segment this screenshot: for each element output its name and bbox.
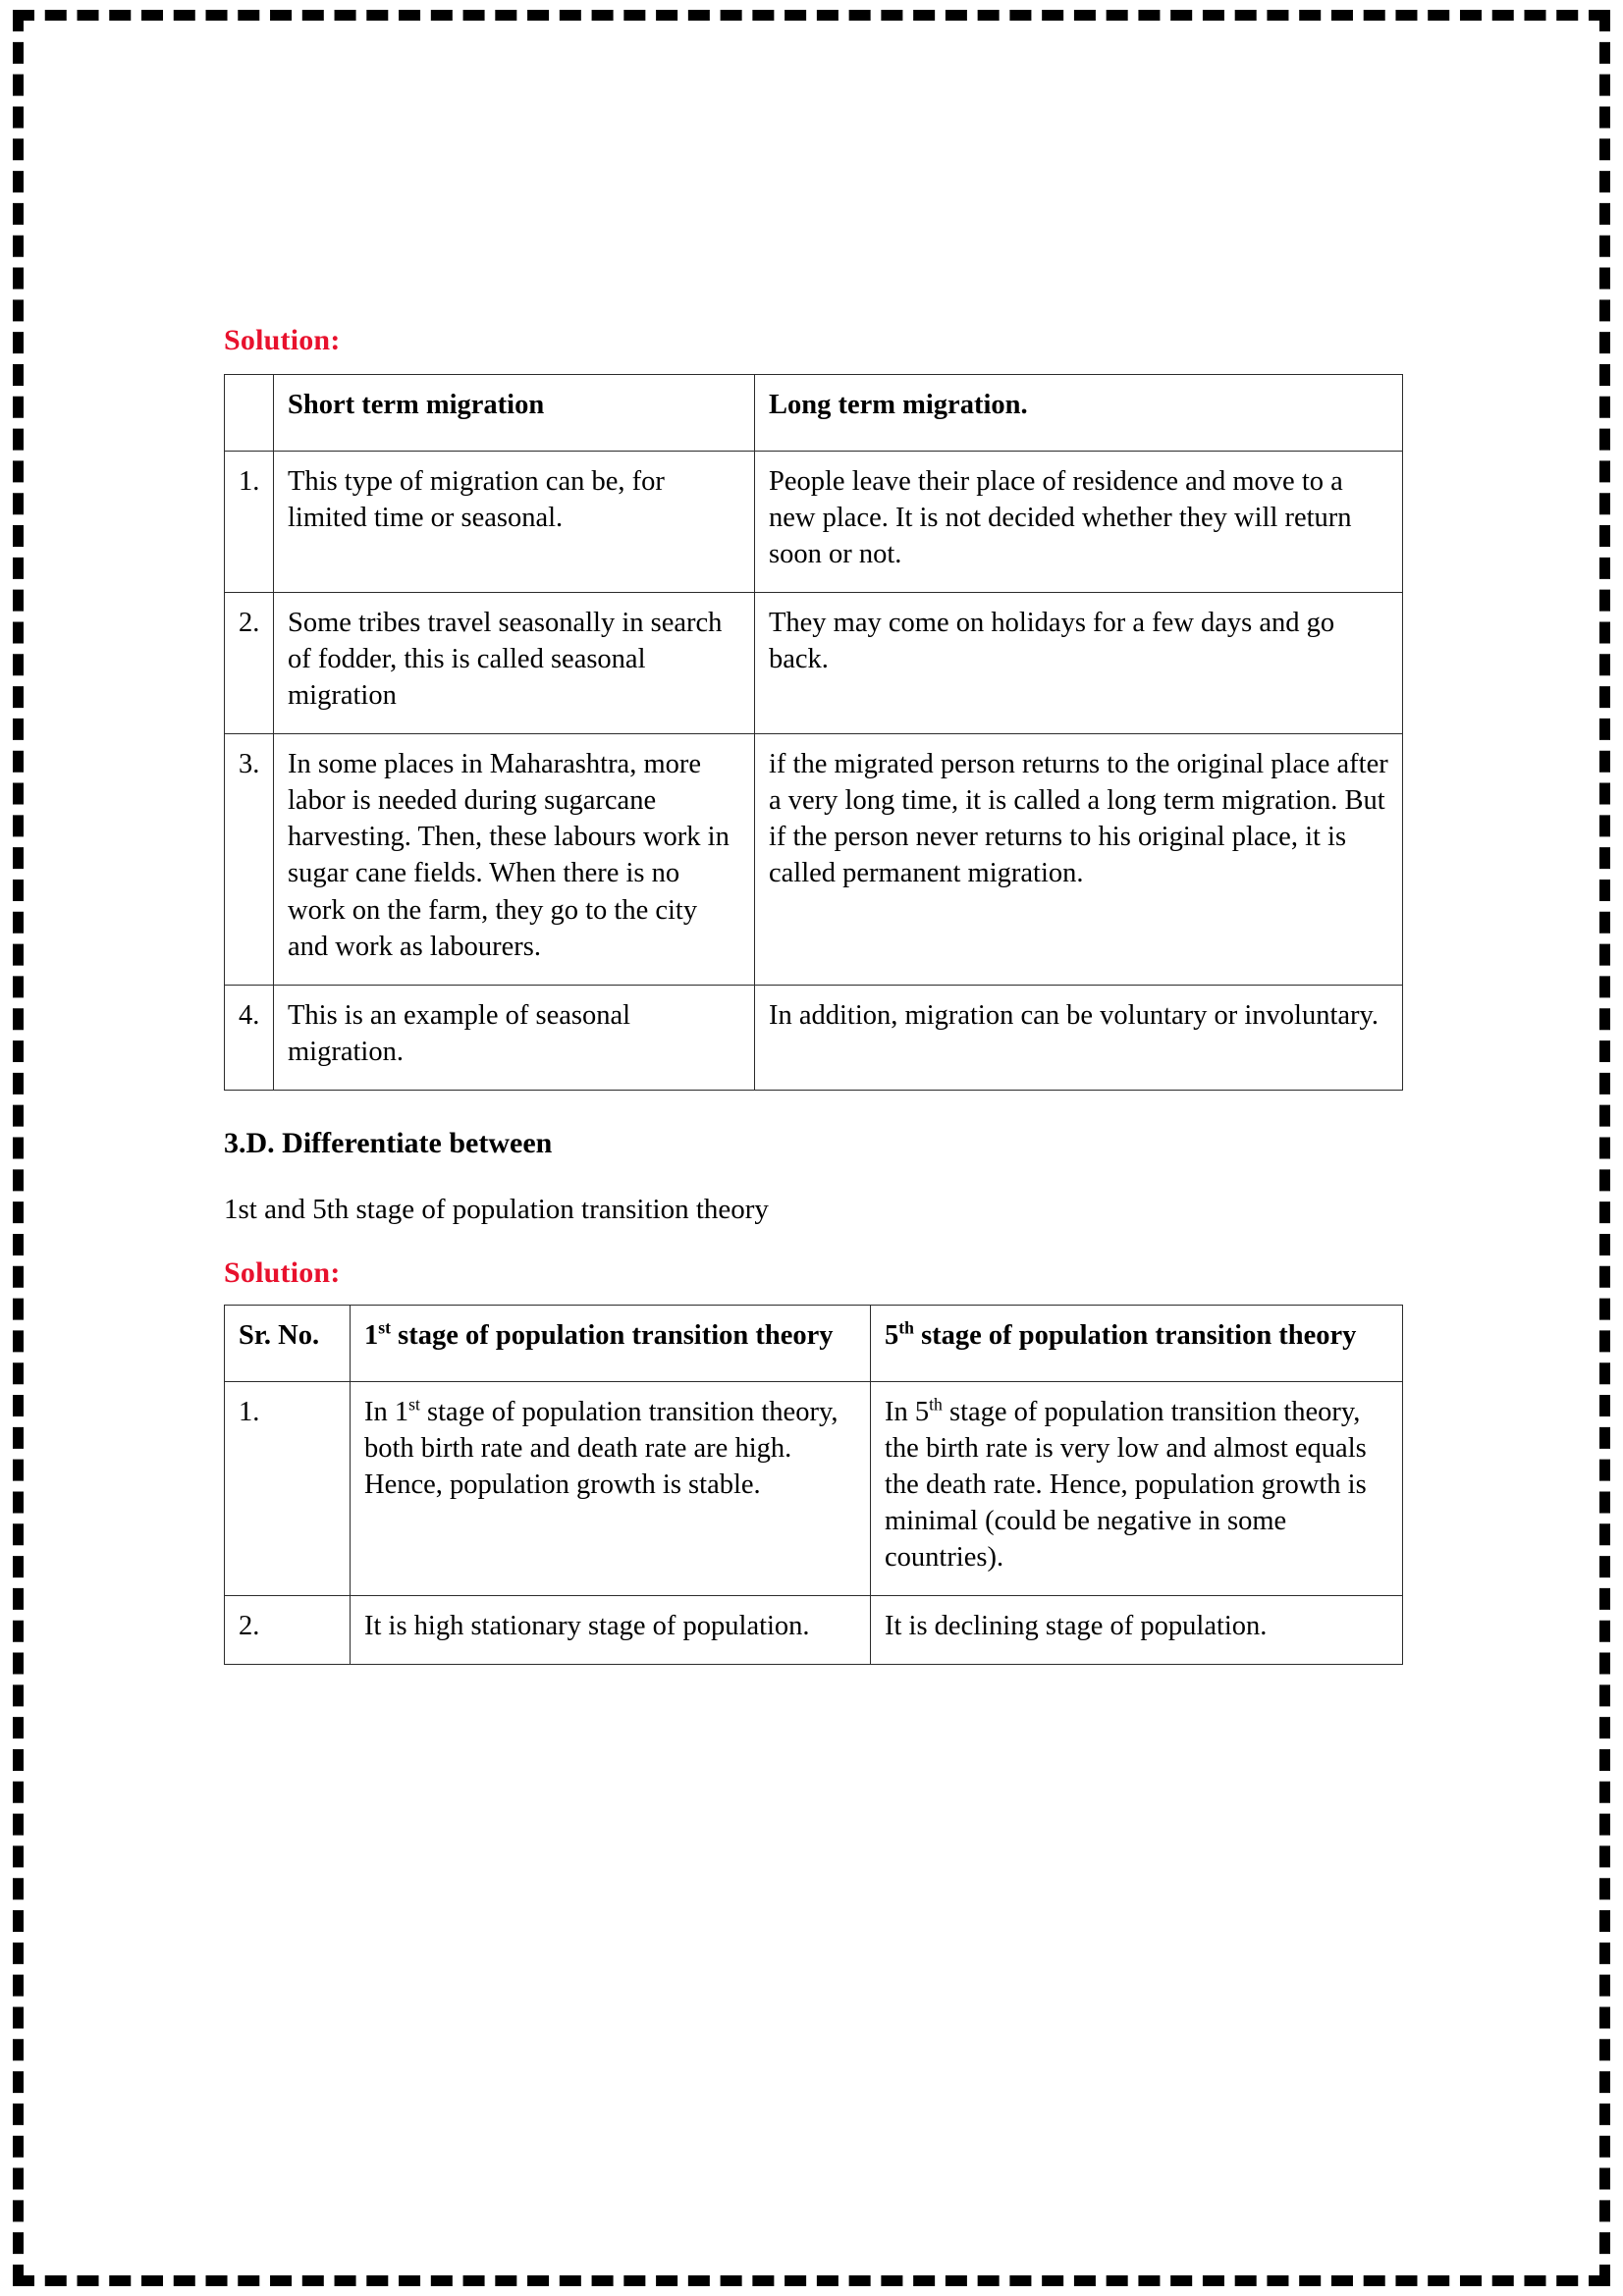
column-header-fifth-stage	[871, 1305, 1403, 1381]
cell-prefix: It is declining stage of population.	[885, 1610, 1268, 1641]
cell-rest: stage of population transition theory, the birth rate is very low and almost equals the death rate. Hence, population growth is minimal (could be negative in some countries).	[885, 1396, 1367, 1573]
cell-prefix: It is high stationary stage of population.	[364, 1610, 810, 1641]
row-number: 1.	[225, 452, 274, 593]
row-number: 2.	[225, 1595, 351, 1664]
cell-prefix: In 1	[364, 1396, 409, 1427]
table-row	[225, 593, 1403, 734]
row-number: 1.	[225, 1381, 351, 1595]
short-vs-long-term-migration-table	[224, 374, 1403, 1091]
cell-short-term: This type of migration can be, for limited time or seasonal.	[274, 452, 755, 593]
header-ordinal-suffix: st	[378, 1317, 392, 1337]
table-header-row	[225, 375, 1403, 452]
cell-long-term: if the migrated person returns to the original place after a very long time, it is called a long term migration. But if the person never returns to his original place, it is called permanent migration.	[755, 734, 1403, 985]
row-number: 3.	[225, 734, 274, 985]
cell-ordinal-suffix: th	[929, 1394, 943, 1415]
row-number: 2.	[225, 593, 274, 734]
column-header-sr-no: Sr. No.	[225, 1305, 351, 1381]
document-content	[224, 324, 1402, 1671]
cell-fifth-stage	[871, 1595, 1403, 1664]
cell-rest: stage of population transition theory, both birth rate and death rate are high. Hence, population growth is stable.	[364, 1396, 839, 1500]
solution-label-stages: Solution:	[224, 1255, 341, 1289]
question-text: 1st and 5th stage of population transition theory	[224, 1193, 769, 1225]
header-ordinal-suffix: th	[898, 1317, 914, 1337]
cell-first-stage	[351, 1381, 871, 1595]
cell-short-term: In some places in Maharashtra, more labor is needed during sugarcane harvesting. Then, these labours work in sugar cane fields. When there is no work on the farm, they go to the city and work as labourers.	[274, 734, 755, 985]
cell-long-term: People leave their place of residence and move to a new place. It is not decided whether they will return soon or not.	[755, 452, 1403, 593]
header-prefix: 5	[885, 1319, 899, 1351]
cell-prefix: In 5	[885, 1396, 930, 1427]
cell-long-term: In addition, migration can be voluntary or involuntary.	[755, 985, 1403, 1090]
row-number: 4.	[225, 985, 274, 1090]
cell-first-stage	[351, 1595, 871, 1664]
column-header-long-term: Long term migration.	[755, 375, 1403, 452]
table-row	[225, 1595, 1403, 1664]
stage-comparison-table	[224, 1305, 1403, 1665]
column-header-first-stage	[351, 1305, 871, 1381]
table-row	[225, 985, 1403, 1090]
table-row	[225, 734, 1403, 985]
header-rest: stage of population transition theory	[391, 1319, 834, 1351]
table-row	[225, 1381, 1403, 1595]
cell-short-term: Some tribes travel seasonally in search of fodder, this is called seasonal migration	[274, 593, 755, 734]
cell-ordinal-suffix: st	[408, 1394, 420, 1415]
column-header-sr	[225, 375, 274, 452]
question-sub-heading: 3.D. Differentiate between	[224, 1126, 553, 1159]
solution-label-migration: Solution:	[224, 324, 341, 356]
table-header-row	[225, 1305, 1403, 1381]
header-rest: stage of population transition theory	[913, 1319, 1357, 1351]
column-header-short-term: Short term migration	[274, 375, 755, 452]
table-row	[225, 452, 1403, 593]
header-prefix: 1	[364, 1319, 379, 1351]
cell-long-term: They may come on holidays for a few days and go back.	[755, 593, 1403, 734]
cell-fifth-stage	[871, 1381, 1403, 1595]
cell-short-term: This is an example of seasonal migration.	[274, 985, 755, 1090]
